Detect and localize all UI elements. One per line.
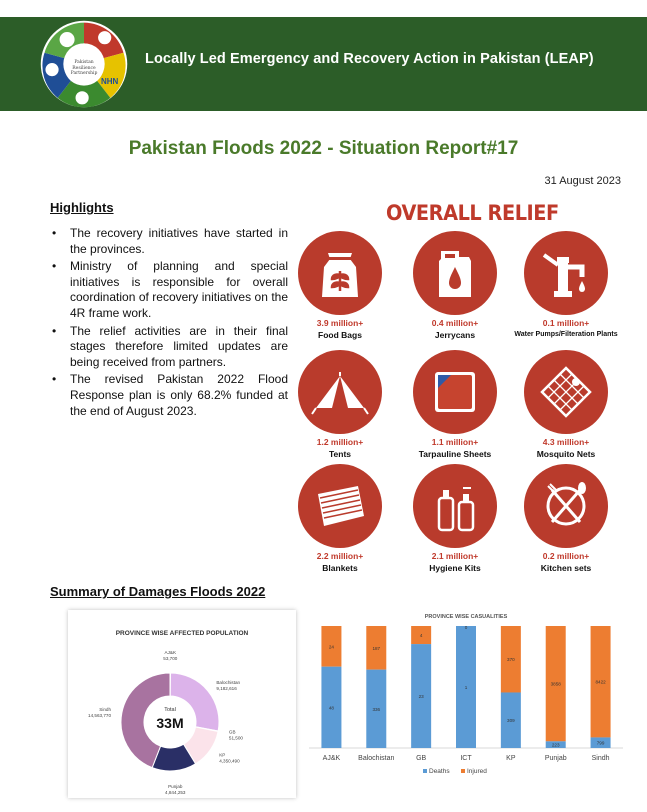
pie-label: AJ&K: [164, 650, 177, 656]
relief-label: Jerrycans: [434, 330, 476, 340]
relief-value: 1.2 million+: [316, 437, 364, 447]
highlight-item: • Ministry of planning and special initiatives is responsible for overall coordination of recovery initiatives on the 4R frame work.: [70, 259, 288, 321]
pie-label: GB: [228, 729, 236, 735]
relief-value: 4.3 million+: [542, 437, 590, 447]
relief-hygiene-kits: [395, 464, 515, 573]
pie-center-label: Total: [164, 707, 176, 713]
overall-relief-heading: OVERALL RELIEF: [386, 201, 559, 225]
highlight-item: • The relief activities are in their final stages therefore limited updates are being received from partners.: [70, 324, 288, 371]
highlight-item: • The revised Pakistan 2022 Flood Response plan is only 68.2% funded at the end of August 2023.: [70, 372, 288, 419]
highlights-list: [70, 226, 288, 421]
relief-jerrycans: [395, 231, 515, 340]
relief-blankets: [280, 464, 400, 573]
jerrycan-icon: [425, 243, 485, 303]
relief-label: Tents: [328, 449, 352, 459]
pie-value-label: 9,182,616: [216, 685, 237, 691]
kitchen-set-icon: [536, 476, 596, 536]
header-banner: [0, 17, 647, 111]
pie-label: KP: [219, 752, 226, 758]
bar-category-label: Punjab: [544, 755, 567, 762]
highlights-heading: Highlights: [50, 200, 114, 215]
bar-data-label: 370: [507, 657, 515, 663]
bar-category-label: Balochistan: [358, 755, 395, 762]
bar-data-label: 1: [464, 685, 468, 690]
bar-category-label: GB: [416, 755, 427, 762]
relief-water-pumps: [506, 231, 626, 340]
relief-value: 1.1 million+: [431, 437, 479, 447]
water-pump-icon: [536, 243, 596, 303]
pie-value-label: 4,844,253: [165, 789, 186, 795]
affected-population-chart: [68, 610, 296, 798]
relief-label: Water Pumps/Filteration Plants: [514, 331, 618, 338]
bar-category-label: ICT: [460, 755, 472, 762]
bar-data-label: 799: [596, 740, 605, 746]
casualties-chart: [305, 606, 627, 796]
bar-category-label: Sindh: [591, 755, 610, 762]
hygiene-kit-icon: [425, 476, 485, 536]
highlight-item: • The recovery initiatives have started in the provinces.: [70, 226, 288, 257]
bar-data-label: 336: [372, 706, 381, 712]
bar-data-label: 24: [328, 644, 334, 650]
legend-swatch: [461, 769, 465, 773]
legend-label: Deaths: [429, 768, 450, 775]
tent-icon: [310, 362, 370, 422]
damages-heading: Summary of Damages Floods 2022: [50, 584, 266, 599]
relief-label: Mosquito Nets: [536, 449, 596, 459]
bar-category-label: AJ&K: [322, 755, 341, 762]
pie-center-value: 33M: [156, 715, 184, 731]
blanket-icon: [310, 476, 370, 536]
bar-chart-title: PROVINCE WISE CASUALITIES: [424, 614, 508, 620]
relief-label: Kitchen sets: [540, 563, 592, 573]
relief-tents: [280, 350, 400, 459]
bar-data-label: 0: [464, 625, 468, 630]
bar-category-label: KP: [506, 755, 516, 762]
bar-data-label: 23: [418, 694, 424, 700]
relief-value: 0.1 million+: [542, 318, 590, 328]
report-title: Pakistan Floods 2022 - Situation Report#17: [128, 138, 519, 159]
food-bag-icon: [310, 243, 370, 303]
header-title: Locally Led Emergency and Recovery Action in Pakistan (LEAP): [145, 51, 594, 67]
legend-label: Injured: [467, 768, 487, 775]
relief-value: 3.9 million+: [316, 318, 364, 328]
relief-label: Food Bags: [318, 330, 362, 340]
pie-chart: [68, 638, 296, 798]
tarpaulin-icon: [425, 362, 485, 422]
pie-value-label: 51,500: [228, 735, 243, 741]
bar-data-label: 4: [419, 633, 423, 639]
relief-value: 2.2 million+: [316, 551, 364, 561]
relief-tarpaulin: [395, 350, 515, 459]
report-date: 31 August 2023: [544, 175, 621, 187]
bar-data-label: 8422: [595, 679, 606, 685]
pie-chart-title: PROVINCE WISE AFFECTED POPULATION: [115, 630, 249, 637]
logo-badge: NHN: [101, 77, 119, 86]
pie-label: Balochistan: [216, 679, 241, 685]
bar-chart: [305, 606, 627, 796]
bar-data-label: 223: [551, 742, 560, 748]
bar-data-label: 3858: [550, 681, 561, 687]
relief-value: 0.2 million+: [542, 551, 590, 561]
relief-kitchen-sets: [506, 464, 626, 573]
mosquito-net-icon: [536, 362, 596, 422]
pie-value-label: 53,700: [163, 656, 178, 662]
logo-center-text: Pakistan Resilience Partnership: [70, 60, 98, 76]
pie-value-label: 4,350,490: [219, 758, 240, 764]
relief-label: Tarpauline Sheets: [418, 449, 492, 459]
pie-label: Sindh: [99, 706, 112, 712]
relief-mosquito-nets: [506, 350, 626, 459]
relief-label: Hygiene Kits: [429, 563, 481, 573]
pie-value-label: 14,563,770: [88, 712, 112, 718]
relief-label: Blankets: [322, 563, 358, 573]
relief-food-bags: [280, 231, 400, 340]
bar-data-label: 48: [328, 705, 334, 711]
pie-label: Punjab: [168, 783, 183, 789]
bar-data-label: 187: [372, 645, 381, 651]
relief-value: 0.4 million+: [431, 318, 479, 328]
legend-swatch: [423, 769, 427, 773]
bar-data-label: 309: [507, 718, 515, 724]
relief-value: 2.1 million+: [431, 551, 479, 561]
